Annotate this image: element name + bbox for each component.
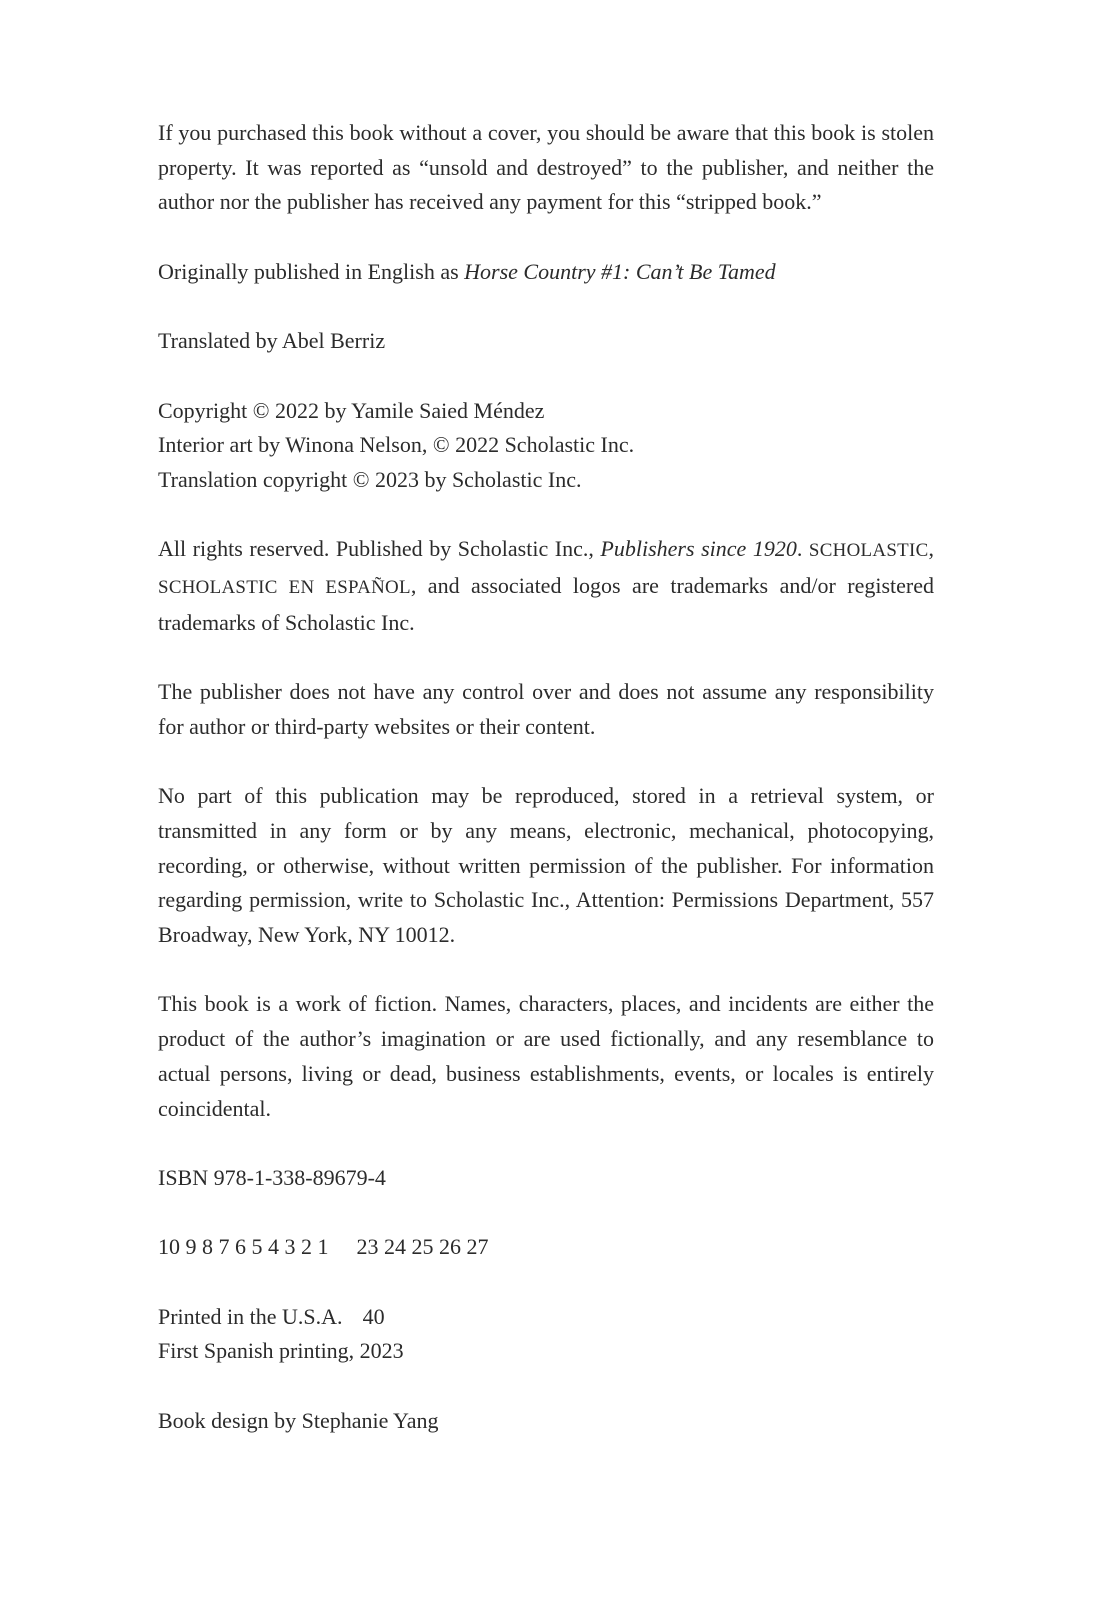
publishers-since: Publishers since 1920 bbox=[600, 536, 797, 562]
trademark-scholastic: SCHOLASTIC bbox=[808, 540, 929, 562]
original-publication-prefix: Originally published in English as bbox=[158, 258, 465, 284]
isbn: ISBN 978-1-338-89679-4 bbox=[158, 1164, 386, 1190]
copyright-page bbox=[158, 116, 934, 1473]
printed-country: Printed in the U.S.A. bbox=[158, 1303, 343, 1329]
first-printing: First Spanish printing, 2023 bbox=[158, 1338, 404, 1364]
original-title: Horse Country #1: Can’t Be Tamed bbox=[464, 258, 776, 284]
printing-info bbox=[158, 1300, 934, 1369]
copyright-line-translation: Translation copyright © 2023 by Scholastic Inc. bbox=[158, 466, 582, 492]
printer-code: 40 bbox=[362, 1303, 385, 1329]
rights-text-3: , bbox=[928, 536, 934, 562]
rights-text-1: All rights reserved. Published by Scholastic Inc., bbox=[158, 536, 601, 562]
copyright-line-author: Copyright © 2022 by Yamile Saied Méndez bbox=[158, 397, 545, 423]
trademark-scholastic-en-espanol: SCHOLASTIC EN ESPAÑOL bbox=[158, 577, 411, 599]
websites-disclaimer: The publisher does not have any control over and does not assume any responsibility for author or third-party websites or their content. bbox=[158, 679, 934, 739]
copyright-block bbox=[158, 394, 934, 498]
rights-text-4: , and associated logos are trademarks and/or registered trademarks of Scholastic Inc. bbox=[158, 573, 934, 635]
rights-notice bbox=[158, 532, 934, 640]
impression-numbers: 10 9 8 7 6 5 4 3 2 1 bbox=[158, 1234, 329, 1260]
design-credit: Book design by Stephanie Yang bbox=[158, 1407, 439, 1433]
stripped-book-notice: If you purchased this book without a cover, you should be aware that this book is stolen property. It was reported as “unsold and destroyed” to the publisher, and neither the author nor the publisher has received any payment for this “stripped book.” bbox=[158, 120, 934, 215]
printing-years: 23 24 25 26 27 bbox=[356, 1234, 489, 1260]
printed-in-line bbox=[158, 1300, 934, 1335]
copyright-line-art: Interior art by Winona Nelson, © 2022 Scholastic Inc. bbox=[158, 432, 635, 458]
original-publication bbox=[158, 255, 934, 290]
fiction-notice: This book is a work of fiction. Names, characters, places, and incidents are either the product of the author’s imagination or are used fictionally, and any resemblance to actual persons, living or dead, business establishments, events, or locales is entirely coincidental. bbox=[158, 991, 934, 1121]
rights-text-2: . bbox=[796, 536, 809, 562]
reproduction-notice: No part of this publication may be reproduced, stored in a retrieval system, or transmitted in any form or by any means, electronic, mechanical, photocopying, recording, or otherwise, without written permission of the publisher. For information regarding permission, write to Scholastic Inc., Attention: Permissions Department, 557 Broadway, New York, NY 10012. bbox=[158, 783, 934, 948]
printing-line bbox=[158, 1230, 934, 1265]
translator-credit: Translated by Abel Berriz bbox=[158, 328, 386, 354]
